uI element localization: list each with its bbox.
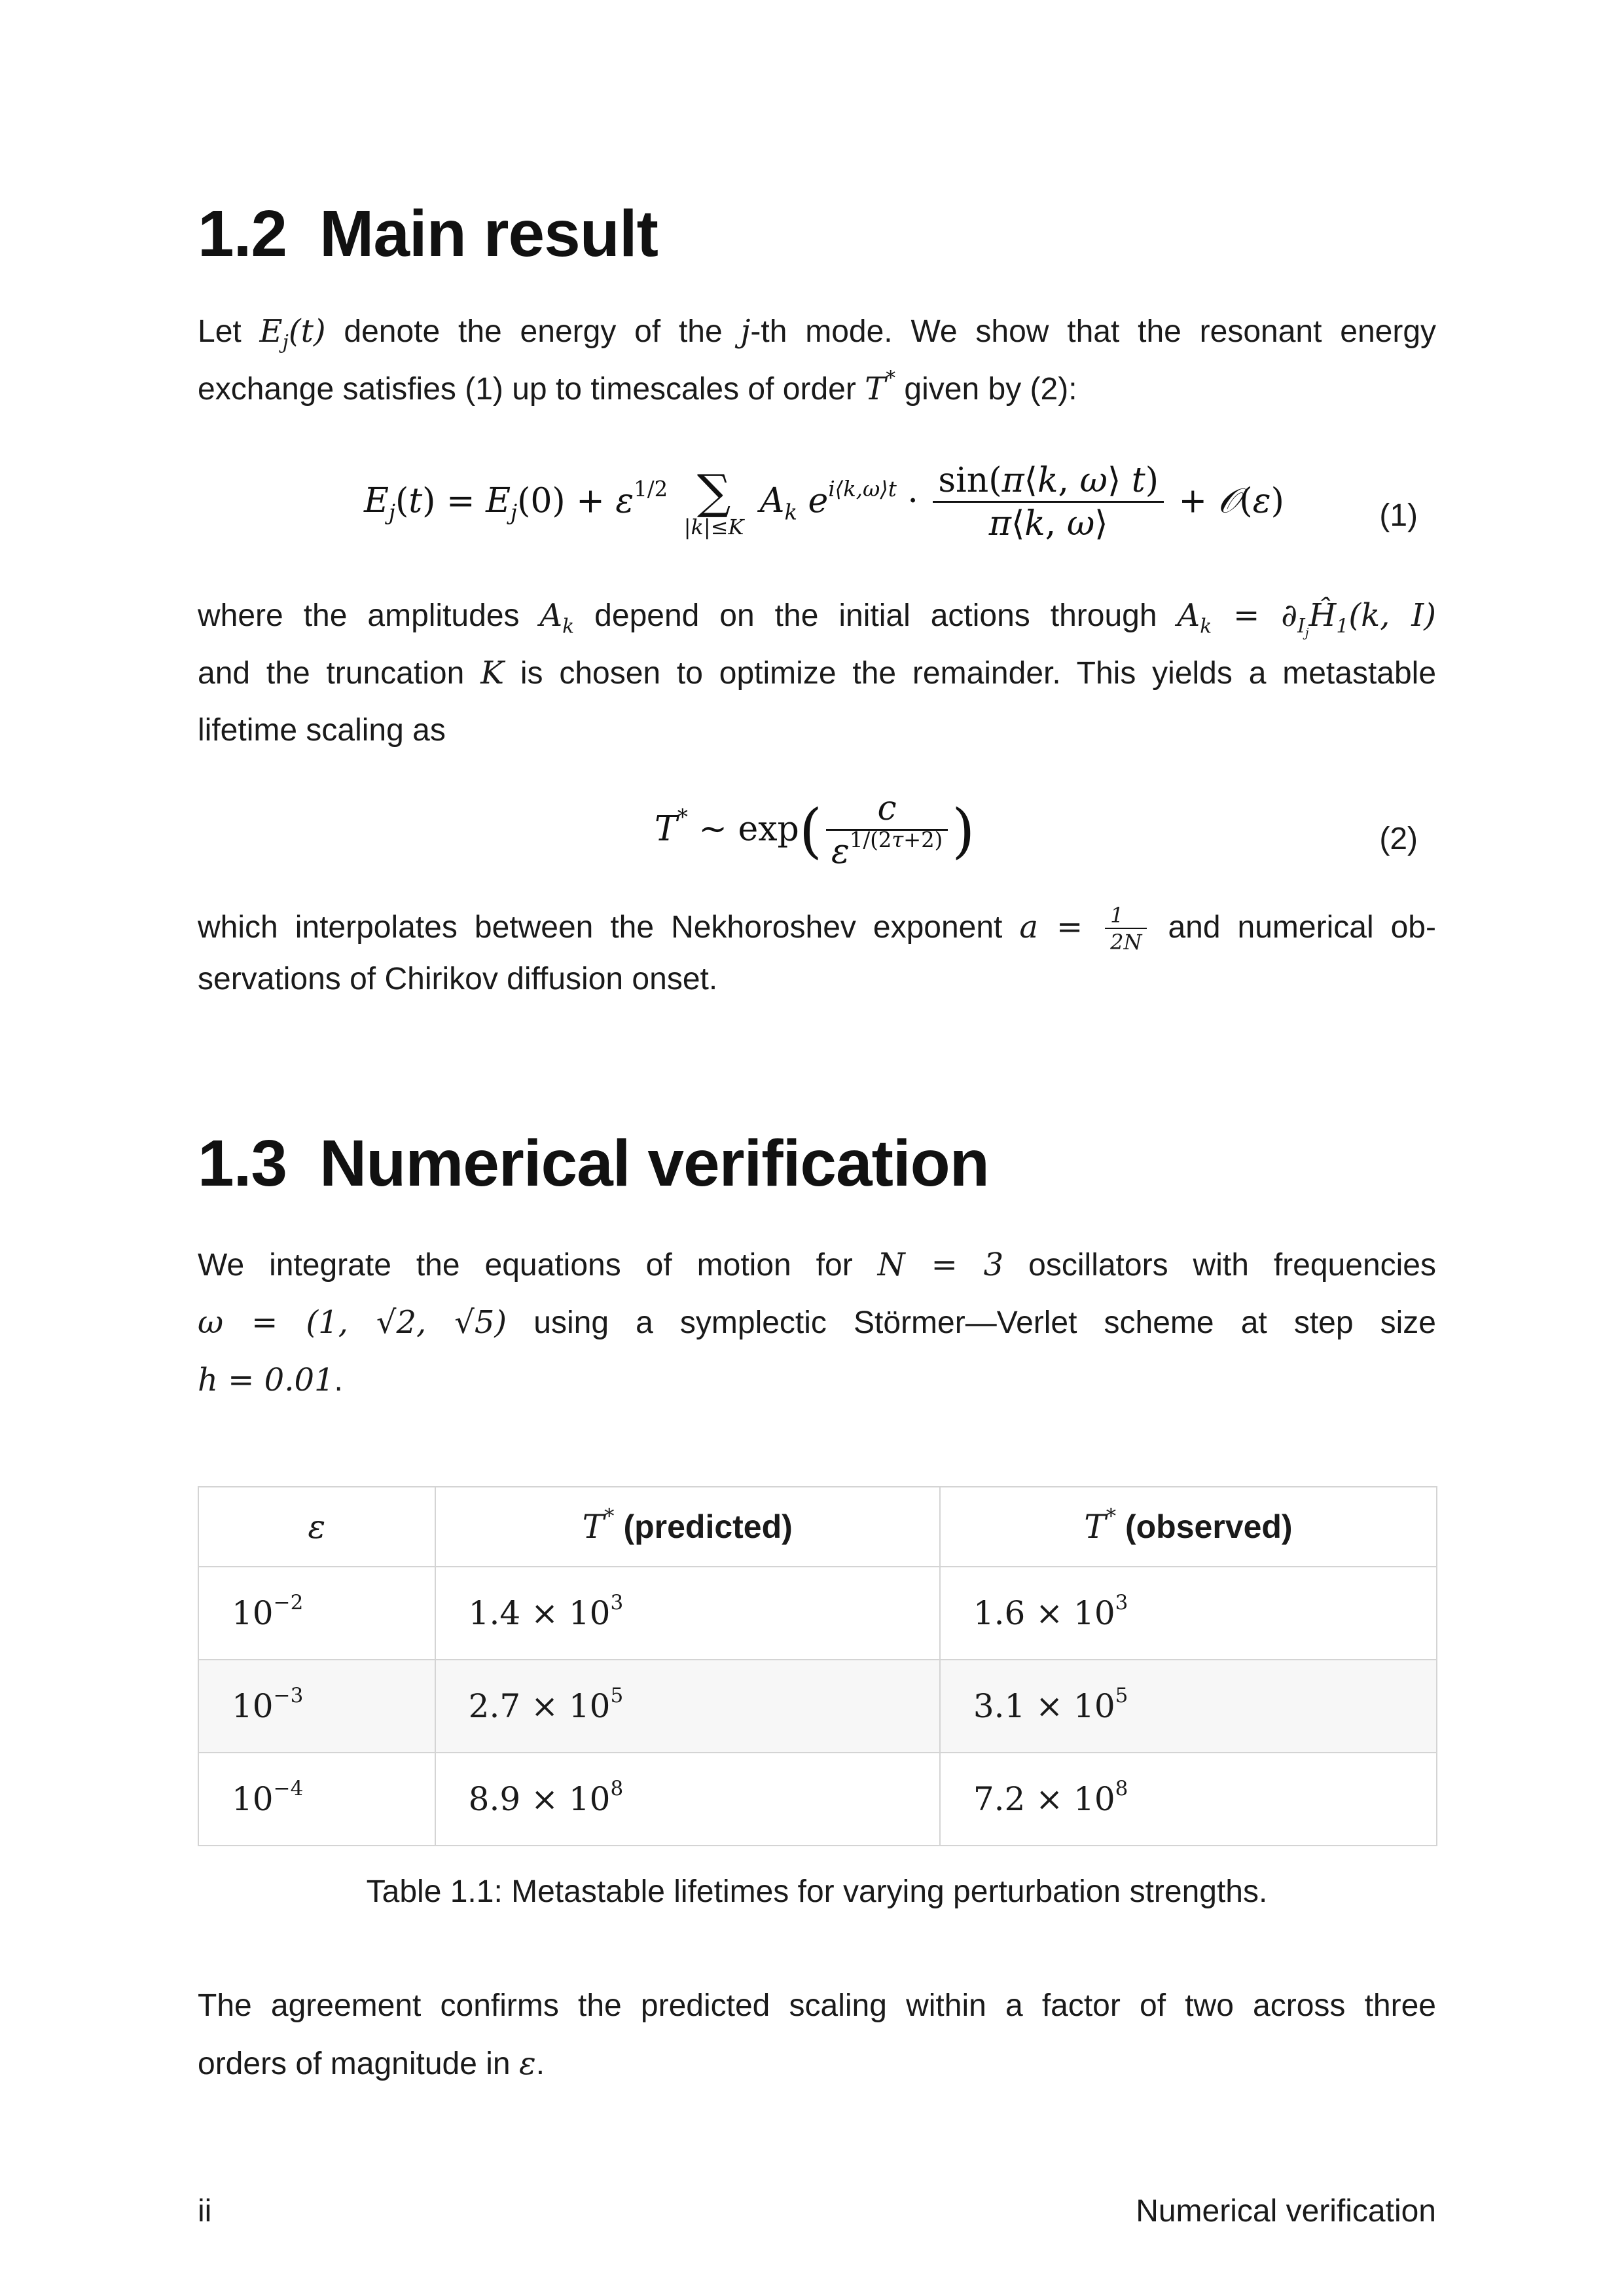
paragraph-line: h = 0.01.: [198, 1362, 343, 1398]
equation-number: (2): [1379, 822, 1418, 856]
section-number: 1.2: [198, 197, 287, 270]
paragraph-line: Let $E_j(t)$ denote the energy of the j-th mode. We show that the resonant energy: [198, 313, 1437, 354]
table-cell-observed: $3.1 \times 10^5$: [940, 1660, 1437, 1753]
paragraph-line: and the truncation K is chosen to optimize the remainder. This yields a metastable: [198, 655, 1437, 691]
table-caption: Table 1.1: Metastable lifetimes for varying perturbation strengths.: [366, 1874, 1268, 1909]
section-title: Main result: [319, 197, 658, 270]
table-header-predicted: T* (predicted): [435, 1487, 940, 1567]
math-inline: T*: [865, 367, 896, 407]
math-inline: ω = (1, √2, √5): [198, 1304, 507, 1341]
paragraph-line: ω = (1, √2, √5) using a symplectic Störmer—Verlet scheme at step size: [198, 1304, 1436, 1341]
results-table: [198, 1486, 1437, 1846]
table-row: [198, 1567, 1437, 1660]
table-cell-predicted: $8.9 \times 10^8$: [435, 1753, 940, 1846]
table-cell-observed: $1.6 \times 10^3$: [940, 1567, 1437, 1660]
table-cell-epsilon: $10^{-3}$: [198, 1660, 435, 1753]
table-cell-predicted: $2.7 \times 10^5$: [435, 1660, 940, 1753]
paragraph-line: exchange satisfies (1) up to timescales of order T* given by (2):: [198, 367, 1077, 407]
paragraph-line: servations of Chirikov diffusion onset.: [198, 962, 718, 996]
math-inline: K: [480, 655, 504, 691]
math-inline: $A_k$ = $\partial_{I_j}Ĥ_1(k$, I): [1177, 597, 1437, 640]
paragraph-line: where the amplitudes $A_k$ depend on the initial actions through $A_k$ = $\partial_{I_j}Ĥ_1(k$, I): [198, 597, 1437, 640]
section-number: 1.3: [198, 1127, 287, 1200]
paragraph-line: which interpolates between the Nekhoroshev exponent a = $\frac{1}{2N}$ and numerical ob-: [198, 903, 1436, 955]
equation-2: T* ∼ exp( $\frac{c}{\varepsilon^{1/(2\tau+2)}}$ ): [655, 789, 975, 871]
table-header-observed: T* (observed): [940, 1487, 1437, 1567]
math-inline: $A_k$: [539, 597, 575, 638]
math-inline: h = 0.01: [198, 1362, 334, 1398]
table-cell-epsilon: $10^{-4}$: [198, 1753, 435, 1846]
table-row: [198, 1753, 1437, 1846]
table-cell-observed: $7.2 \times 10^8$: [940, 1753, 1437, 1846]
math-inline: ε: [518, 2045, 536, 2082]
table-header-row: [198, 1487, 1437, 1567]
equation-1: $E_j(t) = E_j(0) + \varepsilon^{1/2}$ ∑ |k|≤K $A_k$ $e^{i⟨k,\omega⟩t}$ · $\frac{\sin(\pi⟨k, \omega⟩ t)}{\pi⟨k, \omega⟩}$ + 𝒪(ε): [364, 461, 1284, 543]
paragraph-line: lifetime scaling as: [198, 713, 446, 748]
section-title: Numerical verification: [319, 1127, 989, 1200]
page-number: ii: [198, 2194, 212, 2229]
table-cell-predicted: $1.4 \times 10^3$: [435, 1567, 940, 1660]
equation-number: (1): [1379, 498, 1418, 533]
math-inline: $E_j(t)$: [259, 313, 326, 354]
running-title: Numerical verification: [1136, 2194, 1436, 2229]
math-inline: j: [740, 313, 751, 350]
math-inline: N = 3: [877, 1247, 1004, 1283]
paragraph-line: The agreement confirms the predicted scaling within a factor of two across three: [198, 1988, 1436, 2023]
table-header-epsilon: ε: [198, 1487, 435, 1567]
table-cell-epsilon: $10^{-2}$: [198, 1567, 435, 1660]
section-heading-main-result: [198, 196, 658, 272]
paragraph-line: orders of magnitude in ε.: [198, 2045, 545, 2082]
section-heading-numerical-verification: [198, 1126, 989, 1201]
math-inline: a = $\frac{1}{2N}$: [1019, 909, 1151, 945]
paragraph-line: We integrate the equations of motion for N = 3 oscillators with frequencies: [198, 1247, 1437, 1283]
table-row: [198, 1660, 1437, 1753]
